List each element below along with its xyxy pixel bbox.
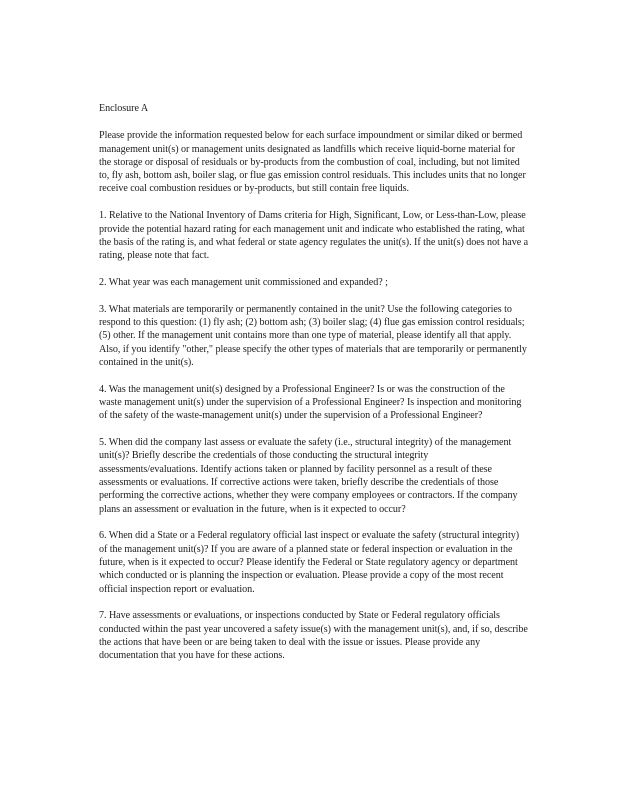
document-body [99,102,529,676]
question-1: 1. Relative to the National Inventory of Dams criteria for High, Significant, Low, or Less-than-Low, please provide the potential hazard rating for each management unit and indicate who established the rating, what the basis of the rating is, and what federal or state agency regulates the unit(s). If the unit(s) does not have a rating, please note that fact. [99,210,529,262]
question-4: 4. Was the management unit(s) designed by a Professional Engineer? Is or was the construction of the waste management unit(s) under the supervision of a Professional Engineer? Is inspection and monitoring of the safety of the waste-management unit(s) under the supervision of a Professional Engineer? [99,383,522,422]
question-6: 6. When did a State or a Federal regulatory official last inspect or evaluate the safety (structural integrity) of the management unit(s)? If you are aware of a planned state or federal inspection or evaluation in the future, when is it expected to occur? Please identify the Federal or State regulatory agency or department which conducted or is planning the inspection or evaluation. Please provide a copy of the most recent official inspection report or evaluation. [99,530,520,595]
intro-paragraph: Please provide the information requested below for each surface impoundment or similar diked or bermed management unit(s) or management units designated as landfills which receive liquid-borne material for the storage or disposal of residuals or by-products from the combustion of coal, including, but not limited to, fly ash, bottom ash, boiler slag, or flue gas emission control residuals. This includes units that no longer receive coal combustion residues or by-products, but still contain free liquids. [99,130,526,195]
question-2: 2. What year was each management unit commissioned and expanded? ; [99,276,388,288]
document-heading: Enclosure A [99,103,149,114]
question-7: 7. Have assessments or evaluations, or inspections conducted by State or Federal regulatory officials conducted within the past year uncovered a safety issue(s) with the management unit(s), and, if so, describe the actions that have been or are being taken to deal with the issue or issues. Please provide any documentation that you have for these actions. [99,610,528,662]
question-5: 5. When did the company last assess or evaluate the safety (i.e., structural integrity) of the management unit(s)? Briefly describe the credentials of those conducting the structural integrity assessments/evaluations. Identify actions taken or planned by facility personnel as a result of these assessments or evaluations. If corrective actions were taken, briefly describe the credentials of those performing the corrective actions, whether they were company employees or contractors. If the company plans an assessment or evaluation in the future, when is it expected to occur? [99,437,518,515]
question-3: 3. What materials are temporarily or permanently contained in the unit? Use the following categories to respond to this question: (1) fly ash; (2) bottom ash; (3) boiler slag; (4) flue gas emission control residuals; (5) other. If the management unit contains more than one type of material, please identify all that apply. Also, if you identify "other," please specify the other types of materials that are temporarily or permanently contained in the unit(s). [99,303,527,368]
